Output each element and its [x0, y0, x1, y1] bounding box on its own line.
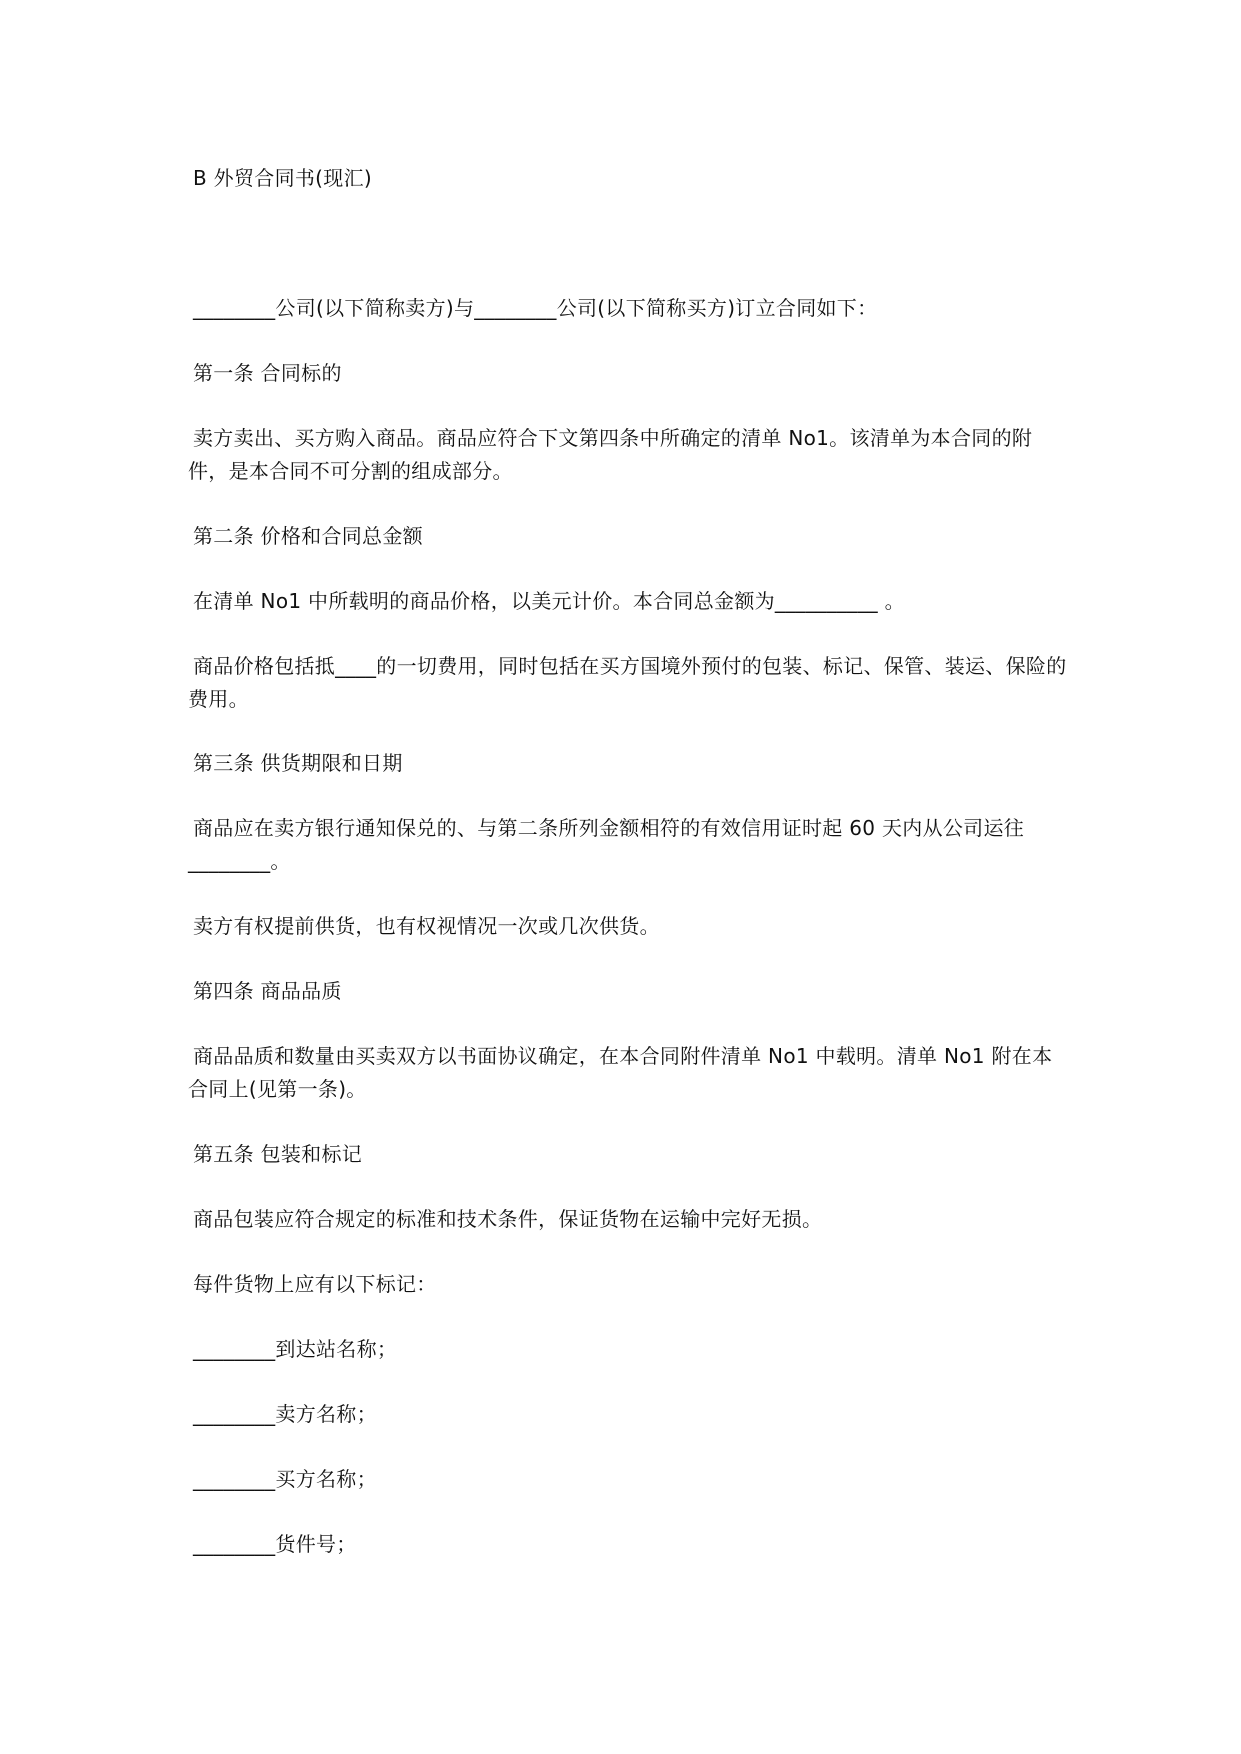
- marking-item: ________卖方名称；: [193, 1402, 377, 1426]
- article-2-text-2: 商品价格包括抵____的一切费用，同时包括在买方国境外预付的包装、标记、保管、装运、保险的费用。: [188, 654, 1067, 711]
- contract-preamble: ________公司(以下简称卖方)与________公司(以下简称买方)订立合同如下：: [193, 296, 878, 320]
- marking-item: ________买方名称；: [193, 1467, 377, 1491]
- article-2-heading: 第二条 价格和合同总金额: [193, 524, 423, 548]
- article-4-heading: 第四条 商品品质: [193, 979, 342, 1003]
- marking-item: ________到达站名称；: [193, 1337, 398, 1361]
- article-3-text-2: 卖方有权提前供货，也有权视情况一次或几次供货。: [193, 914, 660, 938]
- article-3-text-1: 商品应在卖方银行通知保兑的、与第二条所列金额相符的有效信用证时起 60 天内从公司运往________。: [188, 816, 1025, 873]
- article-3-heading: 第三条 供货期限和日期: [193, 751, 403, 775]
- article-2-text-1: 在清单 No1 中所载明的商品价格，以美元计价。本合同总金额为__________ 。: [193, 589, 905, 613]
- marking-item: ________货件号；: [193, 1532, 357, 1556]
- article-5-text-2: 每件货物上应有以下标记：: [193, 1272, 437, 1296]
- document-title: B 外贸合同书(现汇): [193, 166, 372, 190]
- article-1-heading: 第一条 合同标的: [193, 361, 342, 385]
- article-1-text: 卖方卖出、买方购入商品。商品应符合下文第四条中所确定的清单 No1。该清单为本合同的附件，是本合同不可分割的组成部分。: [188, 426, 1033, 483]
- article-4-text: 商品品质和数量由买卖双方以书面协议确定，在本合同附件清单 No1 中载明。清单 No1 附在本合同上(见第一条)。: [188, 1044, 1053, 1101]
- article-5-text-1: 商品包装应符合规定的标准和技术条件，保证货物在运输中完好无损。: [193, 1207, 823, 1231]
- article-5-heading: 第五条 包装和标记: [193, 1142, 363, 1166]
